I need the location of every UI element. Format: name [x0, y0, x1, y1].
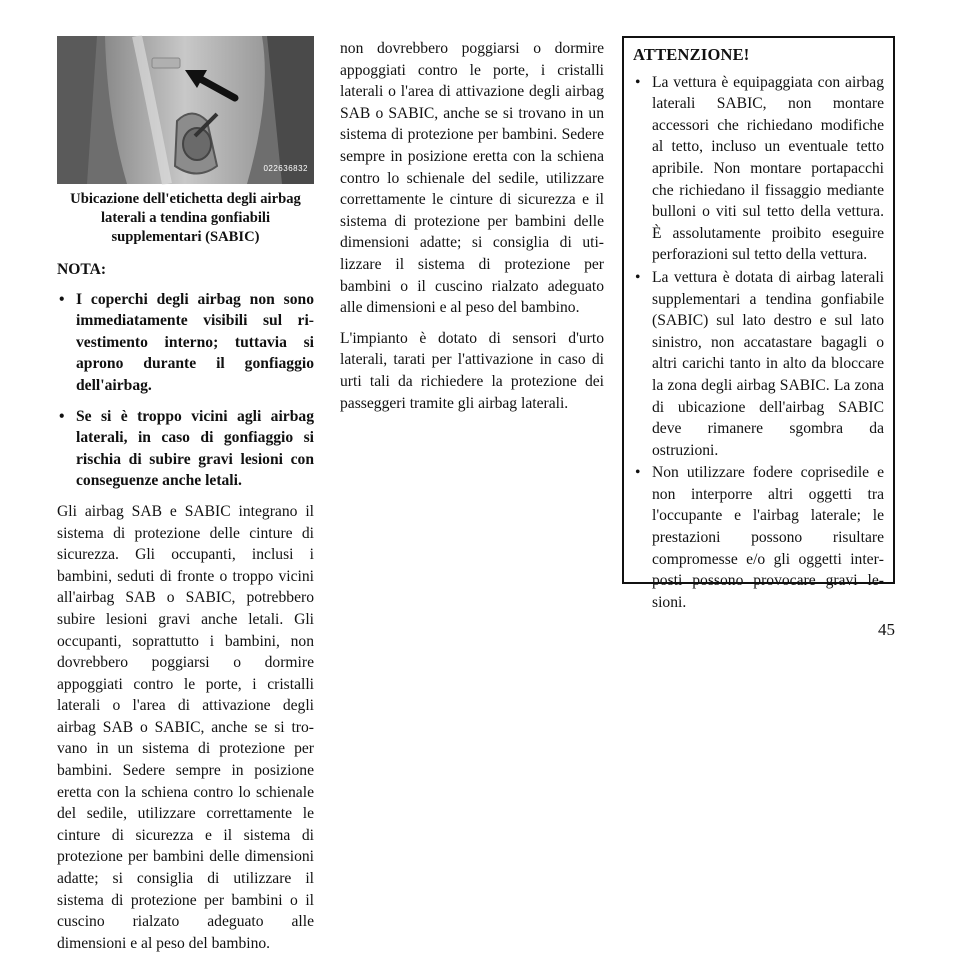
warning-list — [633, 72, 884, 614]
note-item: • Se si è troppo vicini agli airbag laterali, in caso di gonfiaggio si rischia di subire gravi lesioni con conseguenze anche letali. — [57, 406, 314, 492]
note-list — [57, 289, 314, 492]
caption-line: supplementari (SABIC) — [111, 229, 260, 245]
note-item: • I coperchi degli airbag non sono immediatamente visibili sul rivestimento interno; tuttavia si aprono durante il gonfiaggio dell'airbag. — [57, 289, 314, 397]
warning-item: • Non utilizzare fodere coprisedile e non interporre altri oggetti tra l'occupante e l'airbag laterale; le prestazioni possono risultare compromesse e/o gli oggetti interposti possono provocare gravi lesioni. — [633, 462, 884, 613]
airbag-label-photo — [57, 36, 314, 184]
caption-line: laterali a tendina gonfiabili — [100, 210, 271, 226]
figure-ref-code: 022636832 — [263, 164, 308, 174]
left-column — [57, 36, 314, 952]
warning-item: • La vettura è equipaggiata con airbag laterali SABIC, non montare accessori che richiedano modifiche al tetto, incluso un eventuale tetto apribile. Non montare portapacchi che richiedano il fissaggio mediante bulloni o viti sul tetto della vettura. È assolutamente proibito eseguire perforazioni sul tetto della vettura. — [633, 72, 884, 266]
body-paragraph-2: L'impianto è dotato di sensori d'urto laterali, tarati per l'attivazione in caso di urti tali da richiedere la protezione dei passeggeri tramite gli airbag laterali. — [340, 329, 604, 412]
page-number: 45 — [878, 620, 895, 639]
note-title: NOTA: — [57, 261, 107, 278]
warning-item: • La vettura è dotata di airbag laterali supplementari a tendina gonfiabile (SABIC) sul lato destro e sul lato sinistro, non accatastare bagagli o altri carichi tanto in alto da bloccare la zona degli airbag SABIC. La zona di ubicazione dell'airbag SABIC deve rimanere sgombra da ostruzioni. — [633, 267, 884, 461]
figure-caption — [57, 190, 314, 247]
body-paragraph-1: Gli airbag SAB e SABIC integrano il sistema di protezione delle cinture di sicurezza. Gli occupanti, inclusi i bambini, seduti di fronte o troppo vicini all'airbag SAB o SABIC, potrebbero subire lesioni gravi anche letali. Gli occupanti, soprattutto i bambini, non dovrebbero poggiarsi o dormire appoggiati contro le porte, i cristalli laterali o l'area di attivazione degli airbag SAB o SABIC, anche se si trovano in un sistema di protezione per bambini. Sedere sempre in posizione eretta con la schiena contro lo schienale del sedile, utilizzare correttamente le cinture di sicurezza e il sistema di protezione per bambini delle dimensioni adatte; si consiglia di utilizzare il sistema di protezione per bambini o il cuscino rialzato adeguato alle dimensioni e al peso del bambino. — [57, 502, 314, 952]
warning-title: ATTENZIONE! — [633, 45, 750, 64]
warning-box — [622, 36, 895, 611]
middle-column — [340, 38, 604, 423]
caption-line: Ubicazione dell'etichetta degli airbag — [70, 191, 301, 207]
body-paragraph-1-continued: non dovrebbero poggiarsi o dormire appoggiati contro le porte, i cristalli laterali o l'area di attivazione degli airbag SAB o SABIC, anche se si trovano in un sistema di protezione per bambini. Sedere sempre in posizione eretta con la schiena contro lo schienale del sedile, utilizzare correttamente le cinture di sicurezza e il sistema di protezione per bambini delle dimensioni adatte; si consiglia di utilizzare il sistema di protezione per bambini o il cuscino rialzato adeguato alle dimensioni e al peso del bambino. — [340, 40, 604, 317]
